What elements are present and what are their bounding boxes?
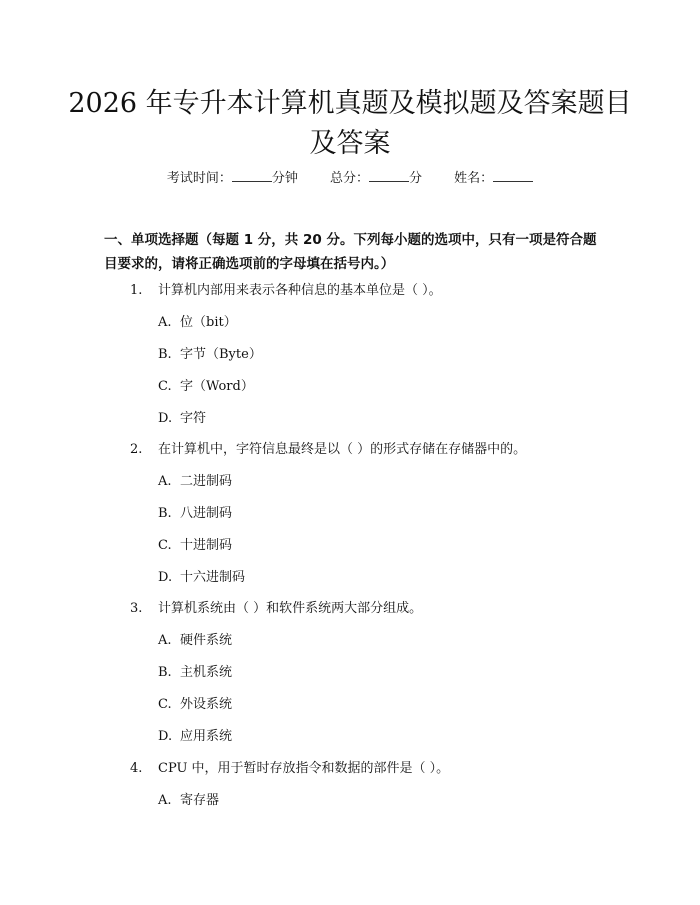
document-title: 2026 年专升本计算机真题及模拟题及答案题目及答案 [68,88,632,159]
question-1-option-d [158,410,206,428]
question-3-option-d [158,728,232,746]
option-letter: A. [158,793,172,808]
option-text: 字（Word） [180,379,254,394]
total-score-unit: 分 [409,171,423,186]
option-letter: C. [158,697,172,712]
question-text: 计算机内部用来表示各种信息的基本单位是（ ）。 [158,283,442,298]
student-name-blank [493,168,533,182]
section-heading: 一、单项选择题（每题 1 分，共 20 分。下列每小题的选项中，只有一项是符合题目要求的，请将正确选项前的字母填在括号内。） [104,232,597,272]
option-letter: A. [158,633,172,648]
option-text: 字符 [180,411,207,426]
option-letter: B. [158,347,172,362]
option-text: 主机系统 [180,665,233,680]
question-text: 计算机系统由（ ）和软件系统两大部分组成。 [158,601,423,616]
question-text: 在计算机中，字符信息最终是以（ ）的形式存储在存储器中的。 [158,442,527,457]
exam-meta [0,168,700,188]
option-text: 应用系统 [180,729,233,744]
question-number: 3. [130,601,143,616]
question-text: CPU 中，用于暂时存放指令和数据的部件是（ ）。 [158,761,450,776]
question-2-option-a [158,473,232,491]
student-name-label: 姓名： [454,171,494,186]
option-text: 十六进制码 [180,570,246,585]
option-text: 八进制码 [180,506,233,521]
option-letter: D. [158,570,173,585]
option-letter: C. [158,379,172,394]
option-text: 硬件系统 [180,633,233,648]
option-letter: D. [158,729,173,744]
option-text: 字节（Byte） [180,347,262,362]
total-score-label: 总分： [329,171,369,186]
exam-time-unit: 分钟 [271,171,298,186]
option-letter: A. [158,315,172,330]
question-1 [130,282,442,300]
option-text: 寄存器 [180,793,220,808]
option-letter: C. [158,538,172,553]
question-1-option-c [158,378,254,396]
question-number: 4. [130,761,143,776]
question-4-option-a [158,792,219,810]
question-3 [130,600,422,618]
question-1-option-a [158,314,237,332]
option-letter: B. [158,506,172,521]
student-name [454,171,533,186]
question-2-option-d [158,569,245,587]
option-text: 外设系统 [180,697,233,712]
exam-time-label: 考试时间： [166,171,232,186]
option-text: 十进制码 [180,538,233,553]
option-text: 二进制码 [180,474,233,489]
total-score-blank [369,168,409,182]
exam-time [167,171,302,186]
question-4 [130,760,449,778]
question-3-option-b [158,664,232,682]
question-3-option-c [158,696,232,714]
question-1-option-b [158,346,262,364]
question-number: 1. [130,283,143,298]
option-text: 位（bit） [180,315,237,330]
option-letter: A. [158,474,172,489]
question-2-option-c [158,537,232,555]
option-letter: B. [158,665,172,680]
exam-time-blank [232,168,272,182]
question-2 [130,441,526,459]
option-letter: D. [158,411,173,426]
question-number: 2. [130,442,143,457]
question-3-option-a [158,632,232,650]
total-score [330,171,426,186]
question-2-option-b [158,505,232,523]
